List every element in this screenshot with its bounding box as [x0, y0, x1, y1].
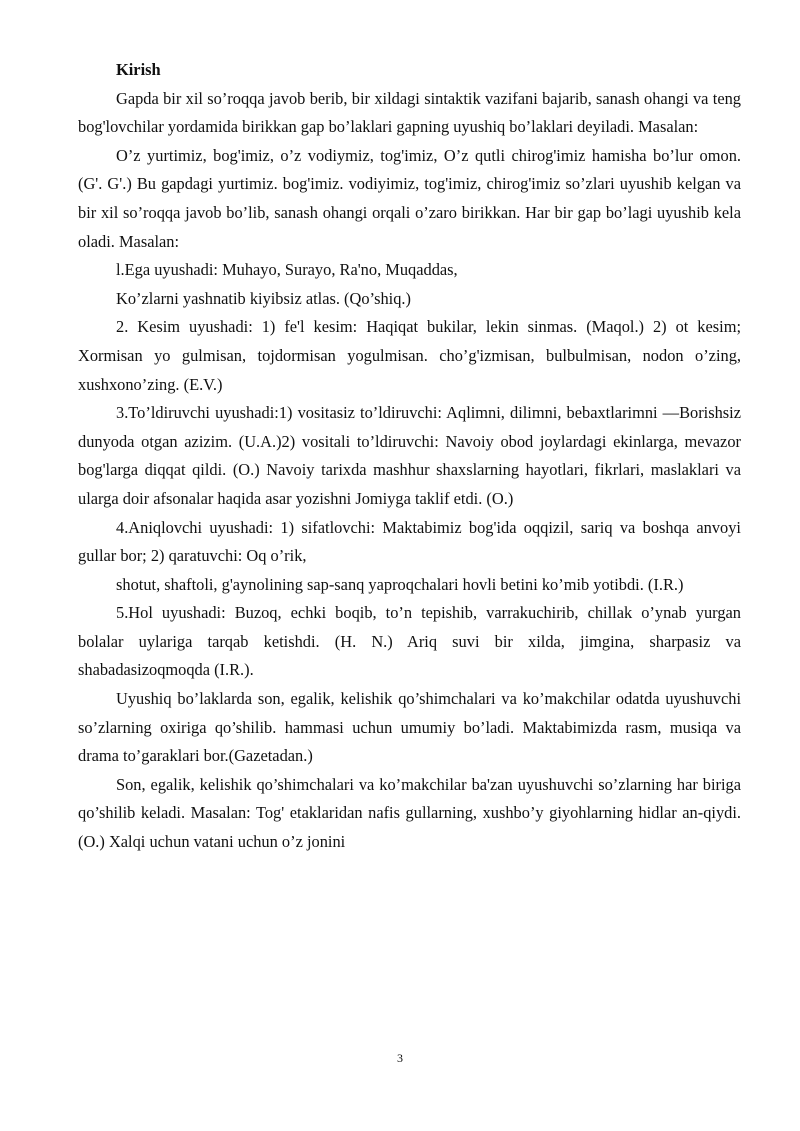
paragraph-har-biriga: Son, egalik, kelishik qo’shimchalari va ko’makchilar ba'zan uyushuvchi so’zlarning har biriga qo’shilib keladi. Masalan: Tog' etaklaridan nafis gullarning, xushbo’y giyohlarning hidlar an-qiydi. (O.) Xalqi uchun vatani uchun o’z jonini — [78, 774, 741, 852]
page-number: 3 — [397, 1051, 403, 1065]
paragraph-example-yurtimiz: O’z yurtimiz, bog'imiz, o’z vodiymiz, tog'imiz, O’z qutli chirog'imiz hamisha bo’lur omon. (G'. G'.) Bu gapdagi yurtimiz. bog'imiz. vodiyimiz, tog'imiz, chirog'imiz so’zlari uyushib kelgan va bir xil so’roqqa javob bo’lib, sanash ohangi orqali o’zaro birikkan. Har bir gap bo’lagi uyushib kela oladi. Masalan: — [78, 145, 741, 251]
paragraph-kesim: 2. Kesim uyushadi: 1) fe'l kesim: Haqiqat bukilar, lekin sinmas. (Maqol.) 2) ot kesim; Xormisan yo gulmisan, tojdormisan yogulmisan. cho’g'izmisan, bulbulmisan, nodon o’zing, xushxono’zing. (E.V.) — [78, 317, 741, 394]
document-body — [78, 56, 741, 857]
paragraph-aniqlovchi: 4.Aniqlovchi uyushadi: 1) sifatlovchi: Maktabimiz bog'ida oqqizil, sariq va boshqa anvoyi gullar bor; 2) qaratuvchi: Oq o’rik, — [78, 517, 741, 566]
section-heading: Kirish — [116, 60, 161, 79]
paragraph-toldiruvchi: 3.To’ldiruvchi uyushadi:1) vositasiz to’ldiruvchi: Aqlimni, dilimni, bebaxtlarimni —Borishsiz dunyoda otgan azizim. (U.A.)2) vositali to’ldiruvchi: Navoiy obod joylardagi ekinlarga, mevazor bog'larga diqqat qildi. (O.) Navoiy tarixda mashhur shaxslarning hayotlari, fikrlari, maslaklari va ularga doir afsonalar haqida asar yozishni Jomiyga taklif etdi. (O.) — [78, 403, 741, 508]
paragraph-definition: Gapda bir xil so’roqqa javob berib, bir xildagi sintaktik vazifani bajarib, sanash ohangi va teng bog'lovchilar yordamida birikkan gap bo’laklari gapning uyushiq bo’laklari deyiladi. Masalan: — [78, 88, 741, 137]
paragraph-hol: 5.Hol uyushadi: Buzoq, echki boqib, to’n tepishib, varrakuchirib, chillak o’ynab yurgan bolalar uylariga tarqab ketishdi. (H. N.) Ariq suvi bir xilda, jimgina, sharpasiz va shabadasizoqmoqda (I.R.). — [78, 603, 741, 680]
paragraph-umumiy-qoshimcha: Uyushiq bo’laklarda son, egalik, kelishik qo’shimchalari va ko’makchilar odatda uyushuvchi so’zlarning oxiriga qo’shilib. hammasi uchun umumiy bo’ladi. Maktabimizda rasm, musiqa va drama to’garaklari bor.(Gazetadan.) — [78, 689, 741, 766]
paragraph-ega: l.Ega uyushadi: Muhayo, Surayo, Ra'no, Muqaddas, — [116, 260, 458, 280]
paragraph-aniqlovchi-example: shotut, shaftoli, g'aynolining sap-sanq yaproqchalari hovli betini ko’mib yotibdi. (I.R.) — [116, 574, 684, 594]
paragraph-ega-example: Ko’zlarni yashnatib kiyibsiz atlas. (Qo’shiq.) — [116, 288, 411, 308]
